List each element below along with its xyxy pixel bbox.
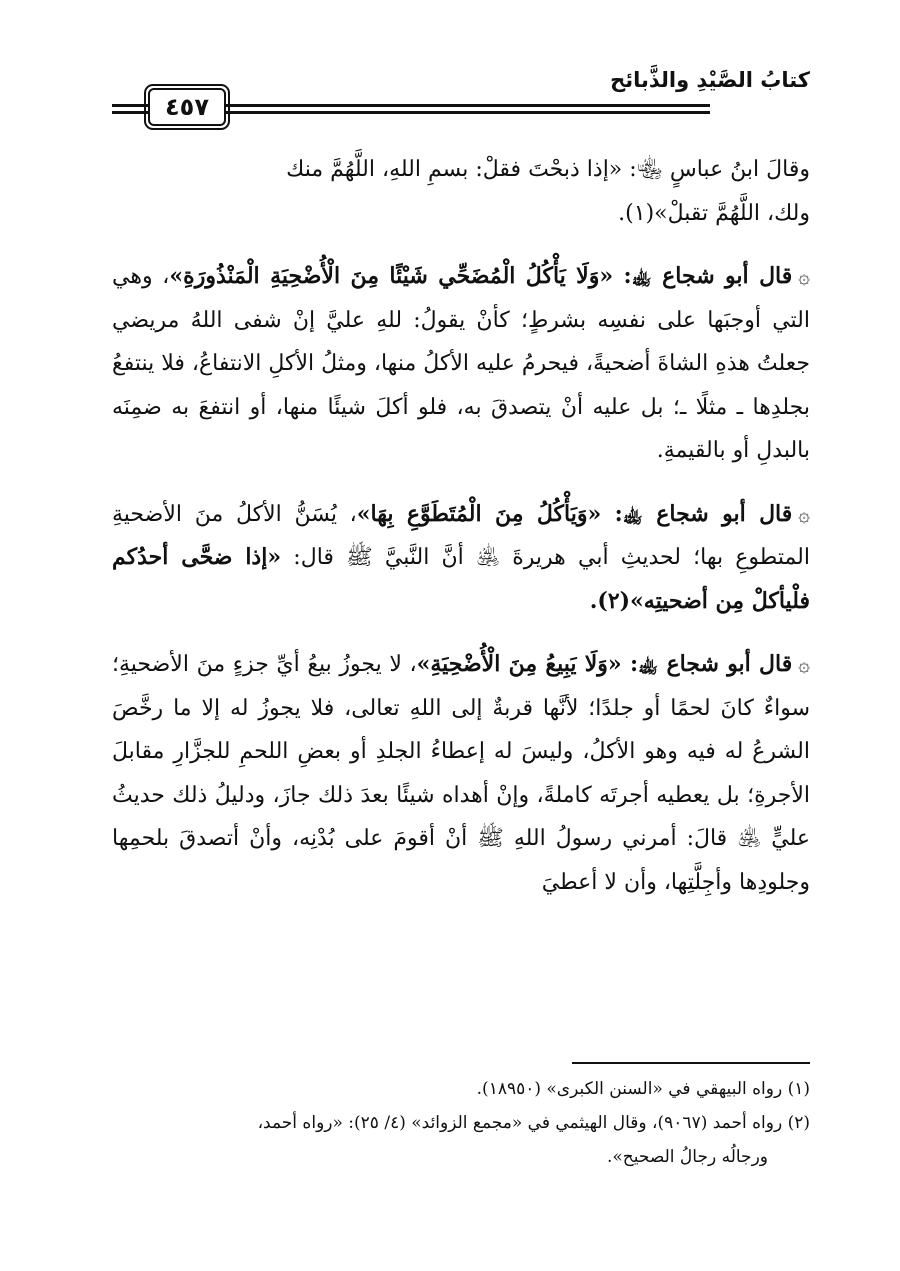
footnotes [112,1072,810,1174]
paragraph-mutatawwa [112,493,810,624]
matn-quote: قال أبو شجاع ﵀: «وَلَا يَأْكُلُ الْمُضَحِّي شَيْئًا مِنَ الْأُضْحِيَةِ الْمَنْذُورَةِ» [169,263,793,289]
footnote-2: (٢) رواه أحمد (٩٠٦٧)، وقال الهيثمي في «مجمع الزوائد» (٤/ ٢٥): «رواه أحمد، [257,1113,810,1133]
paragraph-line: ولك، اللَّهُمَّ تقبلْ»(١). [618,200,810,226]
commentary-text: ، لا يجوزُ بيعُ أيِّ جزءٍ منَ الأضحيةِ؛ سواءٌ كانَ لحمًا أو جلدًا؛ لأنَّها قربةٌ إلى اللهِ تعالى، فلا يجوزُ له إلا ما رخَّصَ الشرعُ له فيه وهو الأكلُ، وليسَ له إعطاءُ الجلدِ أو بعضِ اللحمِ للجزَّارِ مقابلَ الأجرةِ؛ بل يعطيه أجرتَه كاملةً، وإنْ أهداه شيئًا بعدَ ذلك جازَ، ودليلُ ذلك حديثُ عليٍّ ﵁ قالَ: أمرني رسولُ اللهِ ﷺ أنْ أقومَ على بُدْنِه، وأنْ أتصدقَ بلحمِها وجلودِها وأجِلَّتِها، وأن لا أعطيَ [112,652,810,895]
section-marker-icon: ۞ [798,652,810,676]
page-number-frame [148,88,226,126]
matn-quote: قال أبو شجاع ﵀: «وَيَأْكُلُ مِنَ الْمُتَطَوَّعِ بِهَا» [356,500,793,527]
commentary-text: ، يُسَنُّ الأكلُ منَ الأضحيةِ المتطوعِ بها؛ لحديثِ أبي هريرةَ ﵁ أنَّ النَّبيَّ ﷺ قال: [112,501,811,570]
footnote-1: (١) رواه البيهقي في «السنن الكبرى» (١٨٩٥٠). [476,1079,810,1099]
paragraph-bay [112,643,810,904]
chapter-title: كتابُ الصَّيْدِ والذَّبائح [610,68,810,92]
footnote-2-continuation: ورجالُه رجالُ الصحيح». [607,1147,768,1167]
paragraph-mandhura [112,255,810,473]
section-marker-icon: ۞ [798,501,811,526]
main-text [112,148,810,924]
paragraph-line: وقالَ ابنُ عباسٍ ﵄: «إذا ذبحْتَ فقلْ: بسمِ اللهِ، اللَّهُمَّ منك [286,157,810,182]
hadith-quote: «إذا ضحَّى أحدُكم فلْيأكلْ مِن أضحيتِه»(٢). [112,544,810,614]
matn-quote: قال أبو شجاع ﵀: «وَلَا يَبِيعُ مِنَ الْأُضْحِيَةِ» [416,651,793,677]
commentary-text: ، وهي التي أوجبَها على نفسِه بشرطٍ؛ كأنْ يقولُ: للهِ عليَّ إنْ شفى اللهُ مريضي جعلتُ هذهِ الشاةَ أضحيةً، فيحرمُ عليه الأكلُ منها، ومثلُ الأكلِ الانتفاعُ، فلا ينتفعُ بجلدِها ـ مثلًا ـ؛ بل عليه أنْ يتصدقَ به، فلو أكلَ شيئًا منها، أو انتفعَ به ضمِنَه بالبدلِ أو بالقيمةِ. [112,264,810,463]
paragraph-ibn-abbas [112,148,810,235]
footnote-separator [572,1062,810,1064]
page-number: ٤٥٧ [165,93,209,121]
section-marker-icon: ۞ [798,264,810,288]
